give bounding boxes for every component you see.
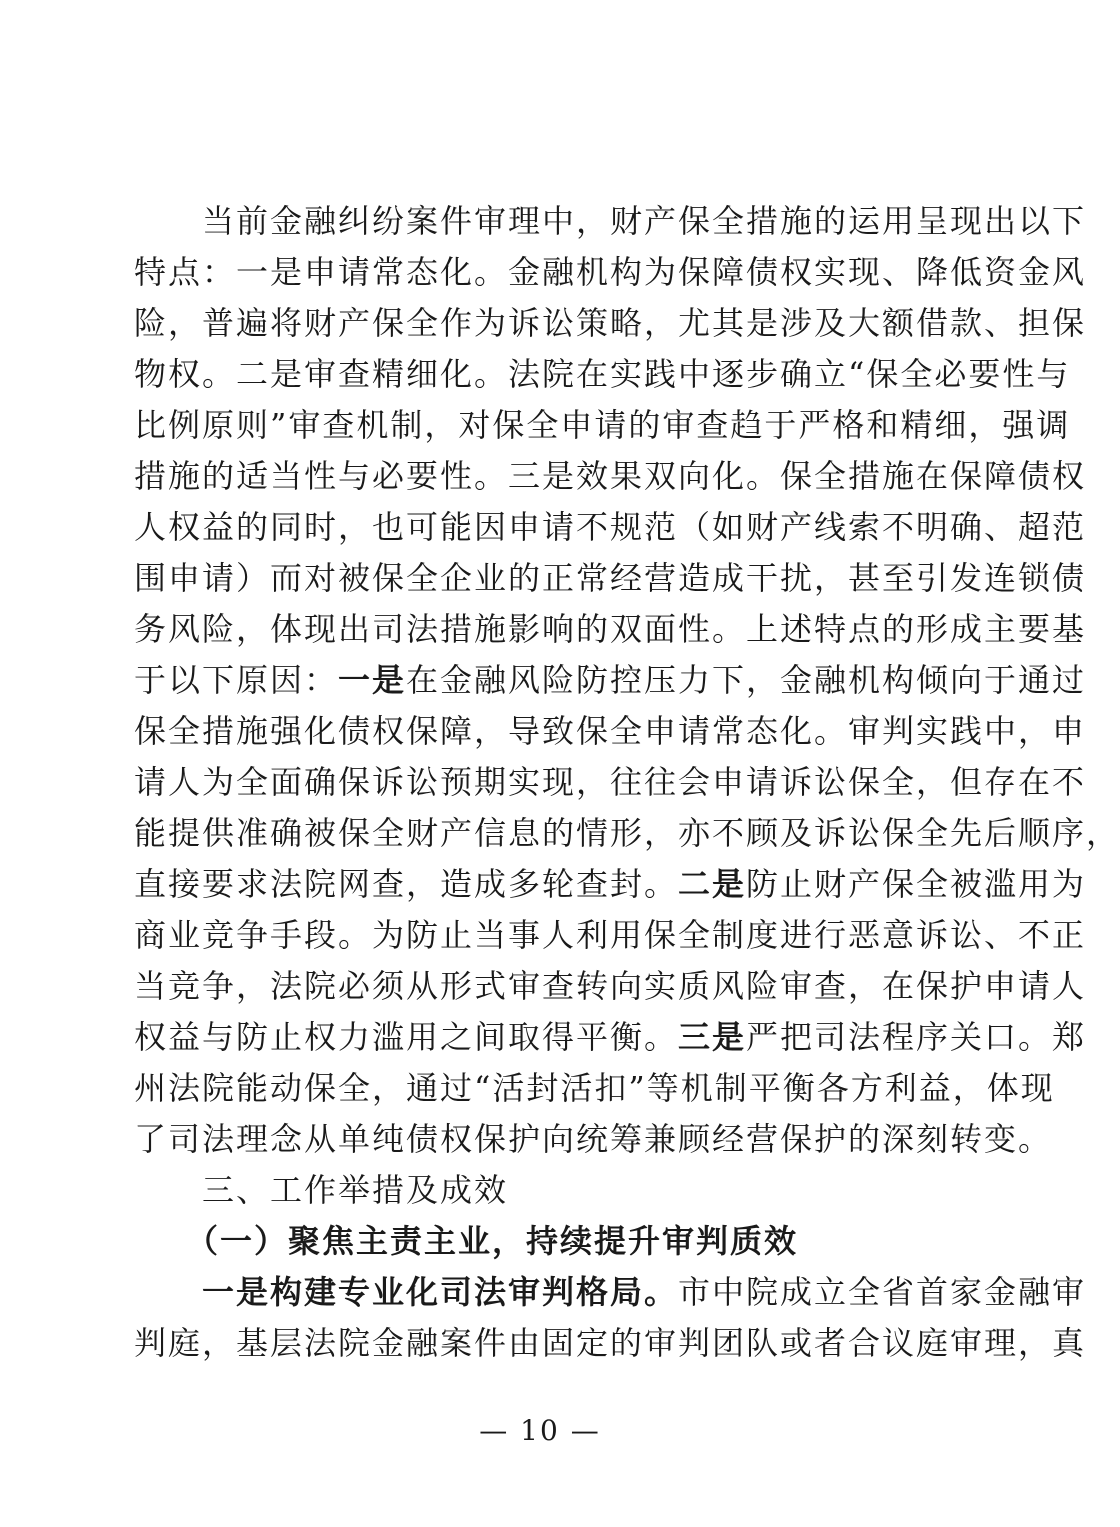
text-line: 当前金融纠纷案件审理中，财产保全措施的运用呈现出以下 [134, 202, 1087, 240]
text-line: 于以下原因：一是在金融风险防控压力下，金融机构倾向于通过 [134, 661, 1087, 699]
text-line: 务风险，体现出司法措施影响的双面性。上述特点的形成主要基 [134, 610, 1087, 648]
text-line: 判庭，基层法院金融案件由固定的审判团队或者合议庭审理，真 [134, 1324, 1087, 1362]
text-line: 比例原则”审查机制，对保全申请的审查趋于严格和精细，强调 [134, 406, 1071, 444]
body-text [134, 196, 1120, 1369]
text-line: 一是构建专业化司法审判格局。市中院成立全省首家金融审 [134, 1273, 1087, 1311]
emphasis: 三是 [678, 1018, 747, 1056]
text-line: 措施的适当性与必要性。三是效果双向化。保全措施在保障债权 [134, 457, 1087, 495]
text-line: 人权益的同时，也可能因申请不规范（如财产线索不明确、超范 [134, 508, 1087, 546]
text-line: 权益与防止权力滥用之间取得平衡。三是严把司法程序关口。郑 [134, 1018, 1087, 1056]
emphasis: 一是构建专业化司法审判格局。 [134, 1273, 679, 1311]
text-line: 直接要求法院网查，造成多轮查封。二是防止财产保全被滥用为 [134, 865, 1087, 903]
text-line: 商业竞争手段。为防止当事人利用保全制度进行恶意诉讼、不正 [134, 916, 1087, 954]
text-line: 州法院能动保全，通过“活封活扣”等机制平衡各方利益，体现 [134, 1069, 1055, 1107]
text-line: 请人为全面确保诉讼预期实现，往往会申请诉讼保全，但存在不 [134, 763, 1087, 801]
text-line: 围申请）而对被保全企业的正常经营造成干扰，甚至引发连锁债 [134, 559, 1087, 597]
text-line: 物权。二是审查精细化。法院在实践中逐步确立“保全必要性与 [134, 355, 1071, 393]
text-line: 能提供准确被保全财产信息的情形，亦不顾及诉讼保全先后顺序， [134, 814, 1120, 852]
page-number: — 10 — [479, 1414, 601, 1447]
text-line: 险，普遍将财产保全作为诉讼策略，尤其是涉及大额借款、担保 [134, 304, 1087, 342]
subsection-heading: （一）聚焦主责主业，持续提升审判质效 [134, 1222, 799, 1260]
emphasis: 一是 [338, 661, 407, 699]
text-line: 了司法理念从单纯债权保护向统筹兼顾经营保护的深刻转变。 [134, 1120, 1053, 1158]
section-heading: 三、工作举措及成效 [134, 1171, 509, 1209]
text-line: 特点：一是申请常态化。金融机构为保障债权实现、降低资金风 [134, 253, 1087, 291]
text-line: 当竞争，法院必须从形式审查转向实质风险审查，在保护申请人 [134, 967, 1087, 1005]
text-line: 保全措施强化债权保障，导致保全申请常态化。审判实践中，申 [134, 712, 1087, 750]
emphasis: 二是 [678, 865, 747, 903]
